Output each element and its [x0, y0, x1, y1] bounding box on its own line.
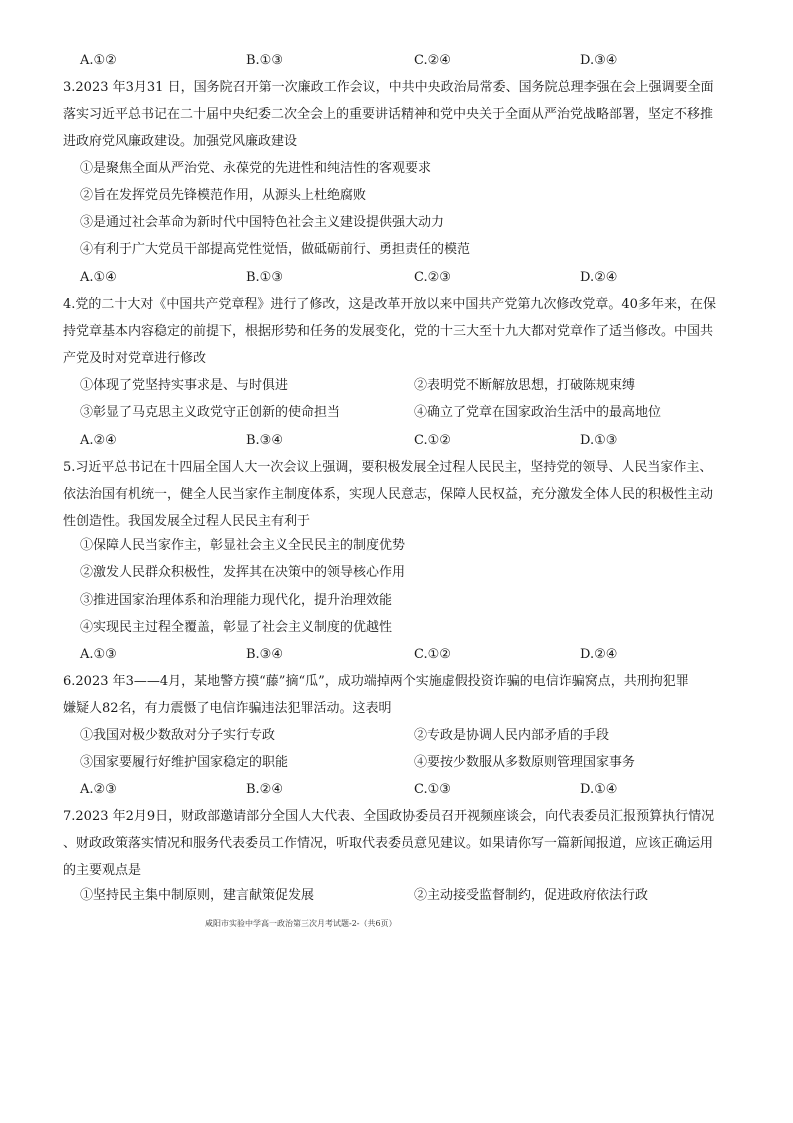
q5-item: ④实现民主过程全覆盖，彰显了社会主义制度的优越性 [80, 620, 393, 635]
option-a: A.①③ [80, 647, 117, 662]
q4-item: ②表明党不断解放思想，打破陈规束缚 [414, 378, 636, 393]
q5-stem-line: 性创造性。我国发展全过程人民民主有利于 [63, 514, 311, 529]
q6-item: ①我国对极少数敌对分子实行专政 [80, 728, 276, 743]
option-b: B.②④ [246, 782, 283, 797]
q7-stem-line: 7.2023 年2月9日，财政部邀请部分全国人大代表、全国政协委员召开视频座谈会，向代表委员汇报预算执行情况 [63, 809, 715, 824]
q4-stem-line: 持党章基本内容稳定的前提下，根据形势和任务的发展变化，党的十三大至十九大都对党章作了适当修改。中国共 [63, 324, 714, 339]
q4-item: ④确立了党章在国家政治生活中的最高地位 [414, 405, 662, 420]
option-a: A.②③ [80, 782, 117, 797]
q6-item: ②专政是协调人民内部矛盾的手段 [414, 728, 610, 743]
q3-stem-line: 3.2023 年3月31 日，国务院召开第一次廉政工作会议，中共中央政治局常委、国务院总理李强在会上强调要全面 [63, 80, 714, 95]
q2-options [80, 52, 720, 70]
option-d: D.②④ [580, 270, 618, 285]
option-a: A.①④ [80, 270, 117, 285]
q3-item: ①是聚焦全面从严治党、永葆党的先进性和纯洁性的客观要求 [80, 161, 432, 176]
q4-stem-line: 4.党的二十大对《中国共产党章程》进行了修改，这是改革开放以来中国共产党第九次修改党章。40多年来，在保 [63, 297, 716, 312]
q5-options [80, 646, 720, 664]
option-b: B.①③ [246, 270, 283, 285]
option-c: C.①② [414, 647, 451, 662]
q7-item-row [80, 887, 733, 905]
q7-item: ①坚持民主集中制原则，建言献策促发展 [80, 888, 315, 903]
option-c: C.①③ [414, 782, 451, 797]
option-d: D.①④ [580, 782, 618, 797]
option-d: D.②④ [580, 647, 618, 662]
q3-stem-line: 进政府党风廉政建设。加强党风廉政建设 [63, 134, 298, 149]
q3-item: ③是通过社会革命为新时代中国特色社会主义建设提供强大动力 [80, 215, 445, 230]
option-a: A.①② [80, 53, 117, 68]
q3-item: ④有利于广大党员干部提高党性觉悟，做砥砺前行、勇担责任的模范 [80, 242, 471, 257]
q4-item: ③彰显了马克思主义政党守正创新的使命担当 [80, 405, 341, 420]
q3-stem-line: 落实习近平总书记在二十届中央纪委二次全会上的重要讲话精神和党中央关于全面从严治党战略部署，坚定不移推 [63, 107, 714, 122]
q5-item: ①保障人民当家作主，彰显社会主义全民民主的制度优势 [80, 538, 406, 553]
q6-item: ④要按少数服从多数原则管理国家事务 [414, 755, 636, 770]
option-c: C.②④ [414, 53, 451, 68]
q6-stem-line: 嫌疑人82名，有力震慑了电信诈骗违法犯罪活动。这表明 [63, 701, 392, 716]
q7-item: ②主动接受监督制约，促进政府依法行政 [414, 888, 649, 903]
page-footer: 咸阳市实验中学高一政治第三次月考试题-2-（共6页） [205, 919, 397, 928]
q5-stem-line: 依法治国有机统一，健全人民当家作主制度体系，实现人民意志，保障人民权益，充分激发全体人民的积极性主动 [63, 487, 714, 502]
q4-options [80, 432, 720, 450]
option-c: C.②③ [414, 270, 451, 285]
q4-item-row [80, 404, 733, 422]
q6-item-row [80, 754, 733, 772]
q6-options [80, 781, 720, 799]
option-d: D.①③ [580, 433, 618, 448]
q4-item: ①体现了党坚持实事求是、与时俱进 [80, 378, 289, 393]
q4-item-row [80, 377, 733, 395]
option-c: C.①② [414, 433, 451, 448]
q5-item: ②激发人民群众积极性，发挥其在决策中的领导核心作用 [80, 565, 406, 580]
q6-item: ③国家要履行好维护国家稳定的职能 [80, 755, 289, 770]
option-b: B.③④ [246, 647, 283, 662]
option-a: A.②④ [80, 433, 117, 448]
q6-stem-line: 6.2023 年3——4月，某地警方摸“藤”摘“瓜”，成功端掉两个实施虚假投资诈骗的电信诈骗窝点，共刑拘犯罪 [63, 674, 689, 689]
q7-stem-line: 、财政政策落实情况和服务代表委员工作情况，听取代表委员意见建议。如果请你写一篇新闻报道，应该正确运用 [63, 836, 714, 851]
option-b: B.①③ [246, 53, 283, 68]
q3-options [80, 269, 720, 287]
q6-item-row [80, 727, 733, 745]
q4-stem-line: 产党及时对党章进行修改 [63, 351, 207, 366]
option-b: B.③④ [246, 433, 283, 448]
q7-stem-line: 的主要观点是 [63, 863, 142, 878]
q5-item: ③推进国家治理体系和治理能力现代化，提升治理效能 [80, 593, 393, 608]
q5-stem-line: 5.习近平总书记在十四届全国人大一次会议上强调，要积极发展全过程人民民主，坚持党的领导、人民当家作主、 [63, 460, 713, 475]
q3-item: ②旨在发挥党员先锋模范作用，从源头上杜绝腐败 [80, 188, 367, 203]
option-d: D.③④ [580, 53, 618, 68]
